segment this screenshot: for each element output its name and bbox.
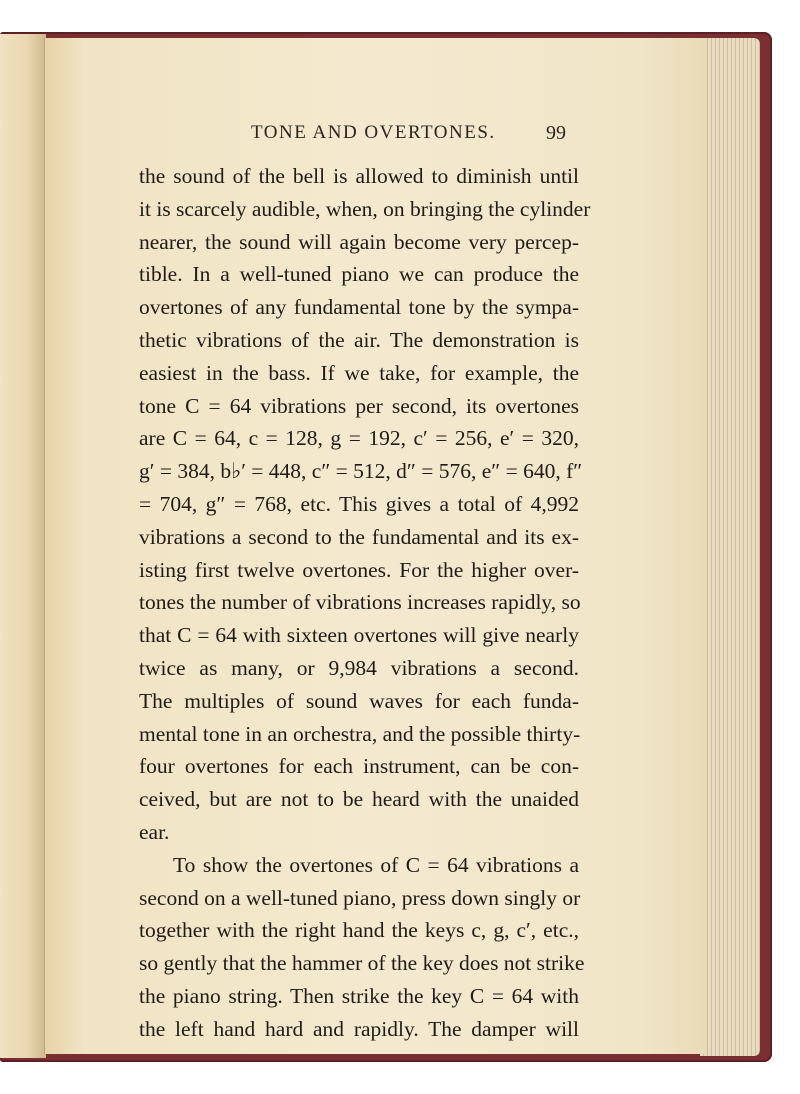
text-line: isting first twelve overtones. For the higher over-: [139, 557, 579, 582]
text-line: are C = 64, c = 128, g = 192, c′ = 256, e′ = 320,: [139, 426, 579, 451]
text-line: four overtones for each instrument, can be con-: [139, 754, 579, 779]
page-edges: [700, 38, 760, 1056]
text-line: thetic vibrations of the air. The demonstration is: [139, 327, 579, 352]
text-line: tible. In a well-tuned piano we can produce the: [139, 262, 579, 287]
page-header: [0, 122, 800, 152]
text-line: tones the number of vibrations increases rapidly, so: [139, 590, 581, 615]
text-line: vibrations a second to the fundamental and its ex-: [139, 524, 579, 549]
text-line: nearer, the sound will again become very percep-: [139, 229, 579, 254]
text-line: so gently that the hammer of the key does not strike: [139, 951, 585, 976]
text-line: easiest in the bass. If we take, for example, the: [139, 360, 579, 385]
text-line: the sound of the bell is allowed to diminish until: [139, 164, 579, 188]
text-line: second on a well-tuned piano, press down singly or: [139, 885, 581, 910]
text-line: = 704, g″ = 768, etc. This gives a total of 4,992: [139, 491, 579, 516]
text-line: the left hand hard and rapidly. The damper will: [139, 1016, 579, 1041]
text-line: that C = 64 with sixteen overtones will give nearly: [139, 623, 579, 648]
text-line: twice as many, or 9,984 vibrations a second.: [139, 655, 579, 680]
text-line: ear.: [139, 819, 170, 844]
text-line: The multiples of sound waves for each funda-: [139, 688, 579, 713]
text-line: g′ = 384, b♭′ = 448, c″ = 512, d″ = 576, e″ = 640, f″: [139, 459, 583, 484]
text-line: the piano string. Then strike the key C = 64 with: [139, 983, 579, 1008]
gutter: [0, 34, 46, 1058]
text-line: To show the overtones of C = 64 vibrations a: [173, 852, 579, 877]
text-line: ceived, but are not to be heard with the unaided: [139, 787, 579, 812]
text-line: it is scarcely audible, when, on bringing the cylinder: [139, 196, 591, 221]
text-line: mental tone in an orchestra, and the possible thirty-: [139, 721, 581, 746]
body-text: [139, 160, 591, 1046]
text-line: tone C = 64 vibrations per second, its overtones: [139, 393, 579, 418]
text-line: together with the right hand the keys c, g, c′, etc.,: [139, 918, 579, 943]
text-line: overtones of any fundamental tone by the sympa-: [139, 295, 579, 320]
page-number: 99: [546, 122, 566, 144]
running-head: TONE AND OVERTONES.: [251, 122, 496, 143]
